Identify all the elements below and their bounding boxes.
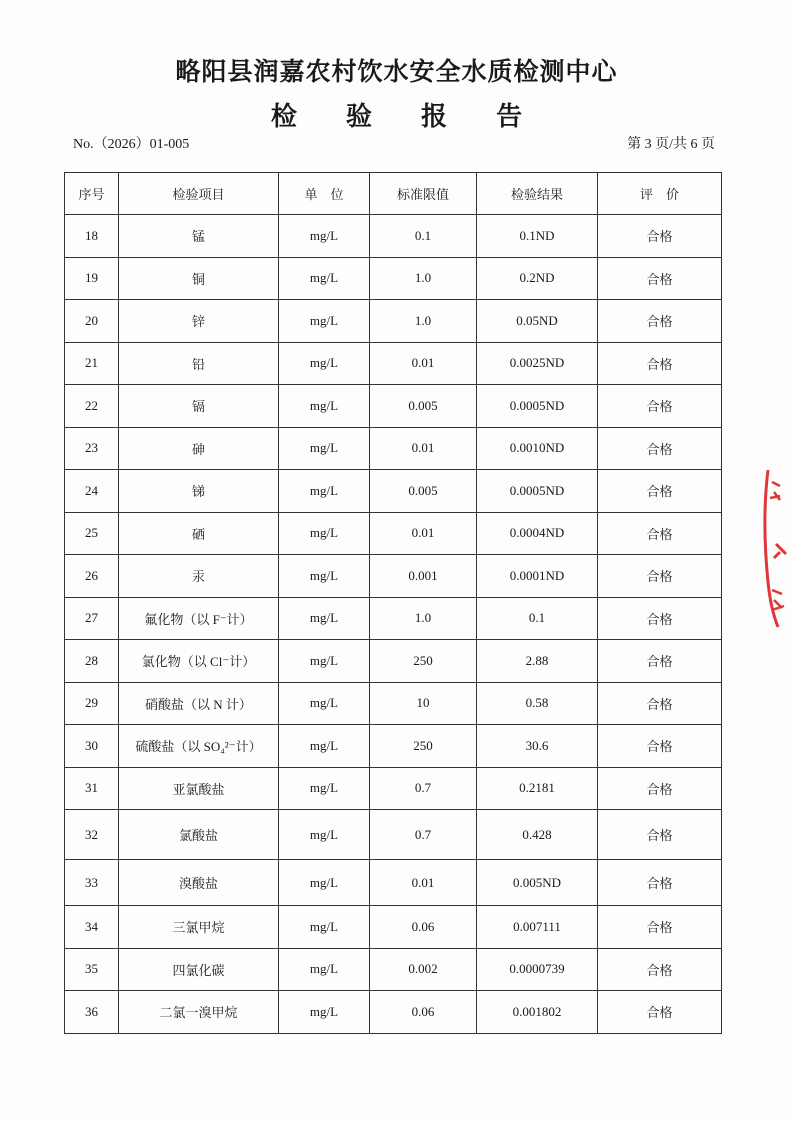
evaluation-cell: 合格 <box>598 257 722 300</box>
standard-limit-cell: 0.001 <box>370 555 477 598</box>
table-row <box>65 597 722 640</box>
unit-cell: mg/L <box>279 640 370 683</box>
evaluation-cell: 合格 <box>598 682 722 725</box>
evaluation-cell: 合格 <box>598 810 722 860</box>
row-number-cell: 36 <box>65 991 119 1034</box>
test-result-cell: 0.428 <box>477 810 598 860</box>
test-item-cell: 汞 <box>119 555 279 598</box>
test-item-cell: 亚氯酸盐 <box>119 767 279 810</box>
evaluation-cell: 合格 <box>598 860 722 906</box>
test-item-cell: 四氯化碳 <box>119 948 279 991</box>
unit-cell: mg/L <box>279 215 370 258</box>
unit-cell: mg/L <box>279 512 370 555</box>
table-body <box>65 215 722 1034</box>
results-table <box>64 172 722 1034</box>
test-result-cell: 0.0005ND <box>477 470 598 513</box>
unit-cell: mg/L <box>279 725 370 768</box>
row-number-cell: 35 <box>65 948 119 991</box>
test-item-cell: 二氯一溴甲烷 <box>119 991 279 1034</box>
standard-limit-cell: 0.005 <box>370 385 477 428</box>
row-number-cell: 23 <box>65 427 119 470</box>
table-row <box>65 555 722 598</box>
table-row <box>65 767 722 810</box>
table-row <box>65 342 722 385</box>
test-result-cell: 0.007111 <box>477 906 598 949</box>
table-row <box>65 470 722 513</box>
row-number-cell: 21 <box>65 342 119 385</box>
test-result-cell: 0.2ND <box>477 257 598 300</box>
row-number-cell: 27 <box>65 597 119 640</box>
standard-limit-cell: 0.06 <box>370 906 477 949</box>
table-row <box>65 215 722 258</box>
evaluation-cell: 合格 <box>598 767 722 810</box>
standard-limit-cell: 0.005 <box>370 470 477 513</box>
table-row <box>65 991 722 1034</box>
row-number-cell: 34 <box>65 906 119 949</box>
standard-limit-cell: 0.01 <box>370 427 477 470</box>
unit-cell: mg/L <box>279 767 370 810</box>
row-number-cell: 28 <box>65 640 119 683</box>
standard-limit-cell: 0.01 <box>370 512 477 555</box>
evaluation-cell: 合格 <box>598 300 722 343</box>
evaluation-cell: 合格 <box>598 725 722 768</box>
standard-limit-cell: 0.7 <box>370 767 477 810</box>
test-item-cell: 硫酸盐（以 SO₄²⁻计） <box>119 725 279 768</box>
test-result-cell: 0.0000739 <box>477 948 598 991</box>
row-number-cell: 31 <box>65 767 119 810</box>
test-result-cell: 2.88 <box>477 640 598 683</box>
row-number-cell: 26 <box>65 555 119 598</box>
standard-limit-cell: 1.0 <box>370 257 477 300</box>
standard-limit-cell: 0.06 <box>370 991 477 1034</box>
evaluation-cell: 合格 <box>598 906 722 949</box>
table-row <box>65 948 722 991</box>
row-number-cell: 20 <box>65 300 119 343</box>
test-item-cell: 锑 <box>119 470 279 513</box>
standard-limit-cell: 10 <box>370 682 477 725</box>
evaluation-cell: 合格 <box>598 215 722 258</box>
column-header-unit: 单 位 <box>279 173 370 215</box>
test-result-cell: 0.0010ND <box>477 427 598 470</box>
table-row <box>65 906 722 949</box>
evaluation-cell: 合格 <box>598 512 722 555</box>
organization-title: 略阳县润嘉农村饮水安全水质检测中心 <box>175 57 618 86</box>
standard-limit-cell: 0.1 <box>370 215 477 258</box>
unit-cell: mg/L <box>279 991 370 1034</box>
unit-cell: mg/L <box>279 682 370 725</box>
unit-cell: mg/L <box>279 860 370 906</box>
evaluation-cell: 合格 <box>598 948 722 991</box>
test-result-cell: 0.05ND <box>477 300 598 343</box>
unit-cell: mg/L <box>279 470 370 513</box>
test-item-cell: 硒 <box>119 512 279 555</box>
evaluation-cell: 合格 <box>598 991 722 1034</box>
test-result-cell: 0.1ND <box>477 215 598 258</box>
row-number-cell: 18 <box>65 215 119 258</box>
test-result-cell: 0.0001ND <box>477 555 598 598</box>
unit-cell: mg/L <box>279 342 370 385</box>
table-row <box>65 257 722 300</box>
evaluation-cell: 合格 <box>598 342 722 385</box>
row-number-cell: 25 <box>65 512 119 555</box>
test-item-cell: 砷 <box>119 427 279 470</box>
table-row <box>65 512 722 555</box>
evaluation-cell: 合格 <box>598 597 722 640</box>
standard-limit-cell: 250 <box>370 725 477 768</box>
page-indicator: 第 3 页/共 6 页 <box>627 137 715 152</box>
standard-limit-cell: 250 <box>370 640 477 683</box>
unit-cell: mg/L <box>279 948 370 991</box>
column-header-no: 序号 <box>65 173 119 215</box>
row-number-cell: 22 <box>65 385 119 428</box>
row-number-cell: 24 <box>65 470 119 513</box>
table-row <box>65 300 722 343</box>
report-title: 检 验 报 告 <box>270 102 543 132</box>
standard-limit-cell: 1.0 <box>370 300 477 343</box>
evaluation-cell: 合格 <box>598 555 722 598</box>
evaluation-cell: 合格 <box>598 385 722 428</box>
test-result-cell: 0.005ND <box>477 860 598 906</box>
table-row <box>65 860 722 906</box>
test-result-cell: 0.0025ND <box>477 342 598 385</box>
test-result-cell: 0.001802 <box>477 991 598 1034</box>
standard-limit-cell: 0.01 <box>370 342 477 385</box>
test-item-cell: 铅 <box>119 342 279 385</box>
standard-limit-cell: 1.0 <box>370 597 477 640</box>
test-result-cell: 30.6 <box>477 725 598 768</box>
column-header-limit: 标准限值 <box>370 173 477 215</box>
test-item-cell: 氯化物（以 Cl⁻计） <box>119 640 279 683</box>
test-item-cell: 三氯甲烷 <box>119 906 279 949</box>
test-result-cell: 0.1 <box>477 597 598 640</box>
test-item-cell: 硝酸盐（以 N 计） <box>119 682 279 725</box>
unit-cell: mg/L <box>279 906 370 949</box>
test-item-cell: 镉 <box>119 385 279 428</box>
row-number-cell: 30 <box>65 725 119 768</box>
unit-cell: mg/L <box>279 385 370 428</box>
evaluation-cell: 合格 <box>598 470 722 513</box>
unit-cell: mg/L <box>279 257 370 300</box>
row-number-cell: 19 <box>65 257 119 300</box>
unit-cell: mg/L <box>279 810 370 860</box>
test-result-cell: 0.58 <box>477 682 598 725</box>
row-number-cell: 29 <box>65 682 119 725</box>
report-number: No.（2026）01-005 <box>73 137 190 152</box>
test-item-cell: 锌 <box>119 300 279 343</box>
table-row <box>65 810 722 860</box>
row-number-cell: 33 <box>65 860 119 906</box>
test-result-cell: 0.2181 <box>477 767 598 810</box>
table-row <box>65 725 722 768</box>
standard-limit-cell: 0.002 <box>370 948 477 991</box>
test-item-cell: 氟化物（以 F⁻计） <box>119 597 279 640</box>
row-number-cell: 32 <box>65 810 119 860</box>
table-row <box>65 682 722 725</box>
test-item-cell: 氯酸盐 <box>119 810 279 860</box>
unit-cell: mg/L <box>279 300 370 343</box>
table-header-row <box>65 173 722 215</box>
column-header-evaluation: 评 价 <box>598 173 722 215</box>
table-row <box>65 385 722 428</box>
evaluation-cell: 合格 <box>598 427 722 470</box>
column-header-item: 检验项目 <box>119 173 279 215</box>
standard-limit-cell: 0.7 <box>370 810 477 860</box>
test-item-cell: 溴酸盐 <box>119 860 279 906</box>
evaluation-cell: 合格 <box>598 640 722 683</box>
standard-limit-cell: 0.01 <box>370 860 477 906</box>
unit-cell: mg/L <box>279 597 370 640</box>
test-result-cell: 0.0005ND <box>477 385 598 428</box>
table-row <box>65 427 722 470</box>
red-seal-fragment <box>762 462 793 632</box>
unit-cell: mg/L <box>279 427 370 470</box>
table-row <box>65 640 722 683</box>
test-result-cell: 0.0004ND <box>477 512 598 555</box>
column-header-result: 检验结果 <box>477 173 598 215</box>
test-item-cell: 锰 <box>119 215 279 258</box>
unit-cell: mg/L <box>279 555 370 598</box>
test-item-cell: 铜 <box>119 257 279 300</box>
